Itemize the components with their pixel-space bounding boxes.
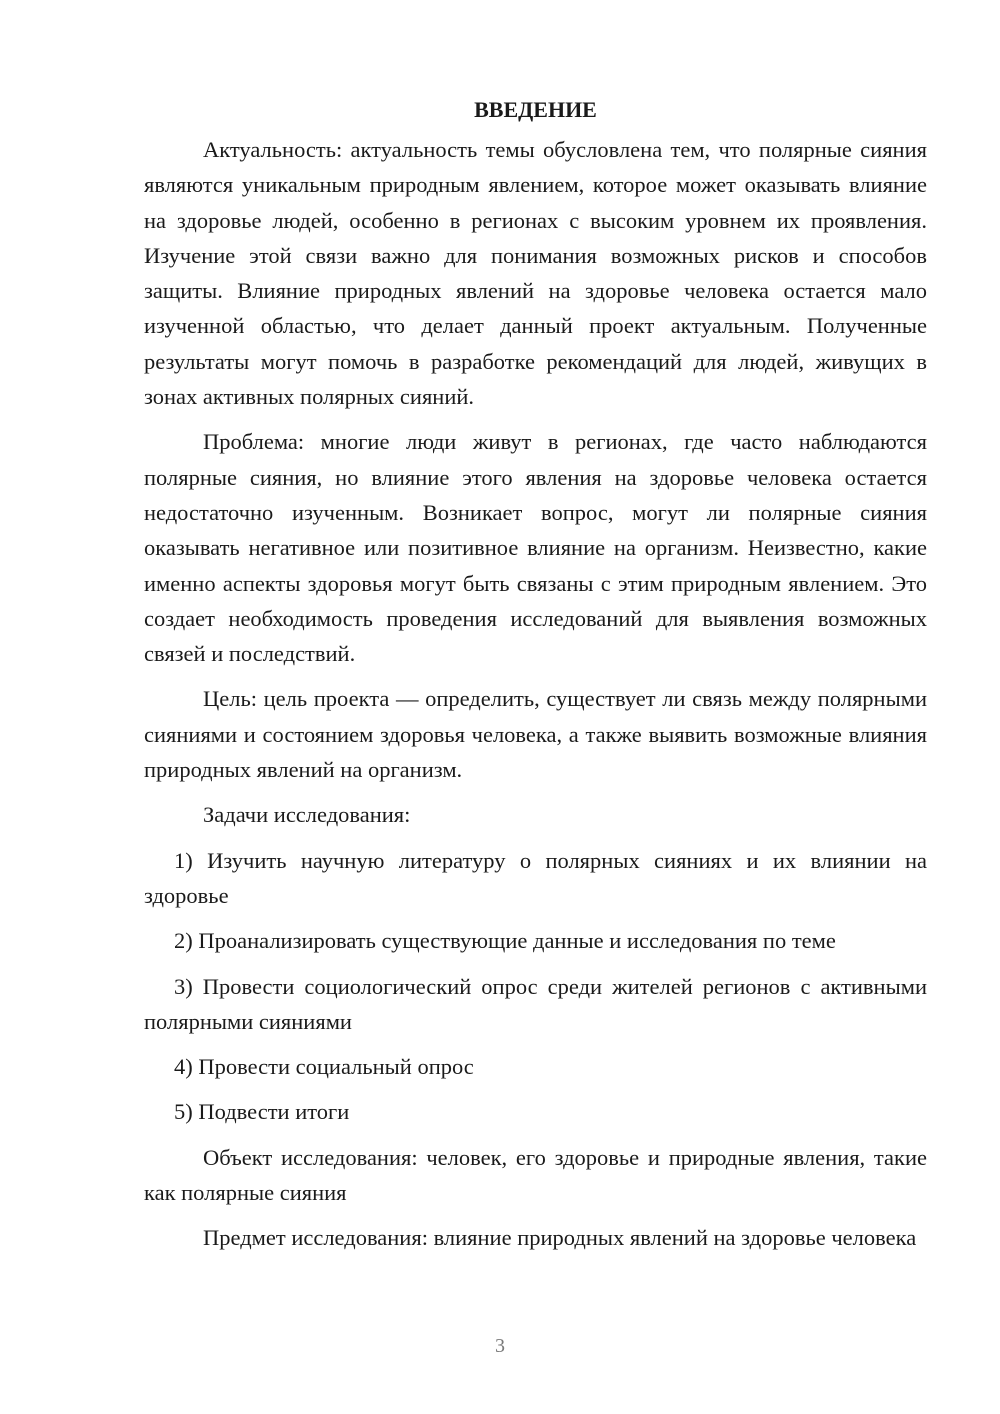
section-title: ВВЕДЕНИЕ [474, 97, 597, 122]
subject-paragraph: Предмет исследования: влияние природных явлений на здоровье человека [203, 1225, 917, 1251]
tasks-heading: Задачи исследования: [203, 802, 411, 828]
page-content [144, 92, 927, 1266]
task-item: 2) Проанализировать существующие данные и исследования по теме [174, 928, 836, 954]
task-item: 3) Провести социологический опрос среди жителей регионов с активными полярными сияниями [144, 973, 927, 1034]
task-item: 5) Подвести итоги [174, 1099, 350, 1125]
problem-paragraph: Проблема: многие люди живут в регионах, где часто наблюдаются полярные сияния, но влияние этого явления на здоровье человека остается недостаточно изученным. Возникает вопрос, могут ли полярные сияния оказывать негативное или позитивное влияние на организм. Неизвестно, какие именно аспекты здоровья могут быть связаны с этим природным явлением. Это создает необходимость проведения исследований для выявления возможных связей и последствий. [144, 429, 927, 667]
object-paragraph: Объект исследования: человек, его здоровье и природные явления, такие как полярные сияния [144, 1144, 927, 1206]
task-item: 4) Провести социальный опрос [174, 1054, 474, 1080]
relevance-paragraph: Актуальность: актуальность темы обусловлена тем, что полярные сияния являются уникальным природным явлением, которое может оказывать влияние на здоровье людей, особенно в регионах с высоким уровнем их проявления. Изучение этой связи важно для понимания возможных рисков и способов защиты. Влияние природных явлений на здоровье человека остается мало изученной областью, что делает данный проект актуальным. Полученные результаты могут помочь в разработке рекомендаций для людей, живущих в зонах активных полярных сияний. [144, 137, 927, 410]
task-item: 1) Изучить научную литературу о полярных сияниях и их влиянии на здоровье [144, 847, 927, 908]
page-number: 3 [495, 1335, 505, 1357]
goal-paragraph: Цель: цель проекта — определить, существует ли связь между полярными сияниями и состоянием здоровья человека, а также выявить возможные влияния природных явлений на организм. [144, 686, 927, 783]
